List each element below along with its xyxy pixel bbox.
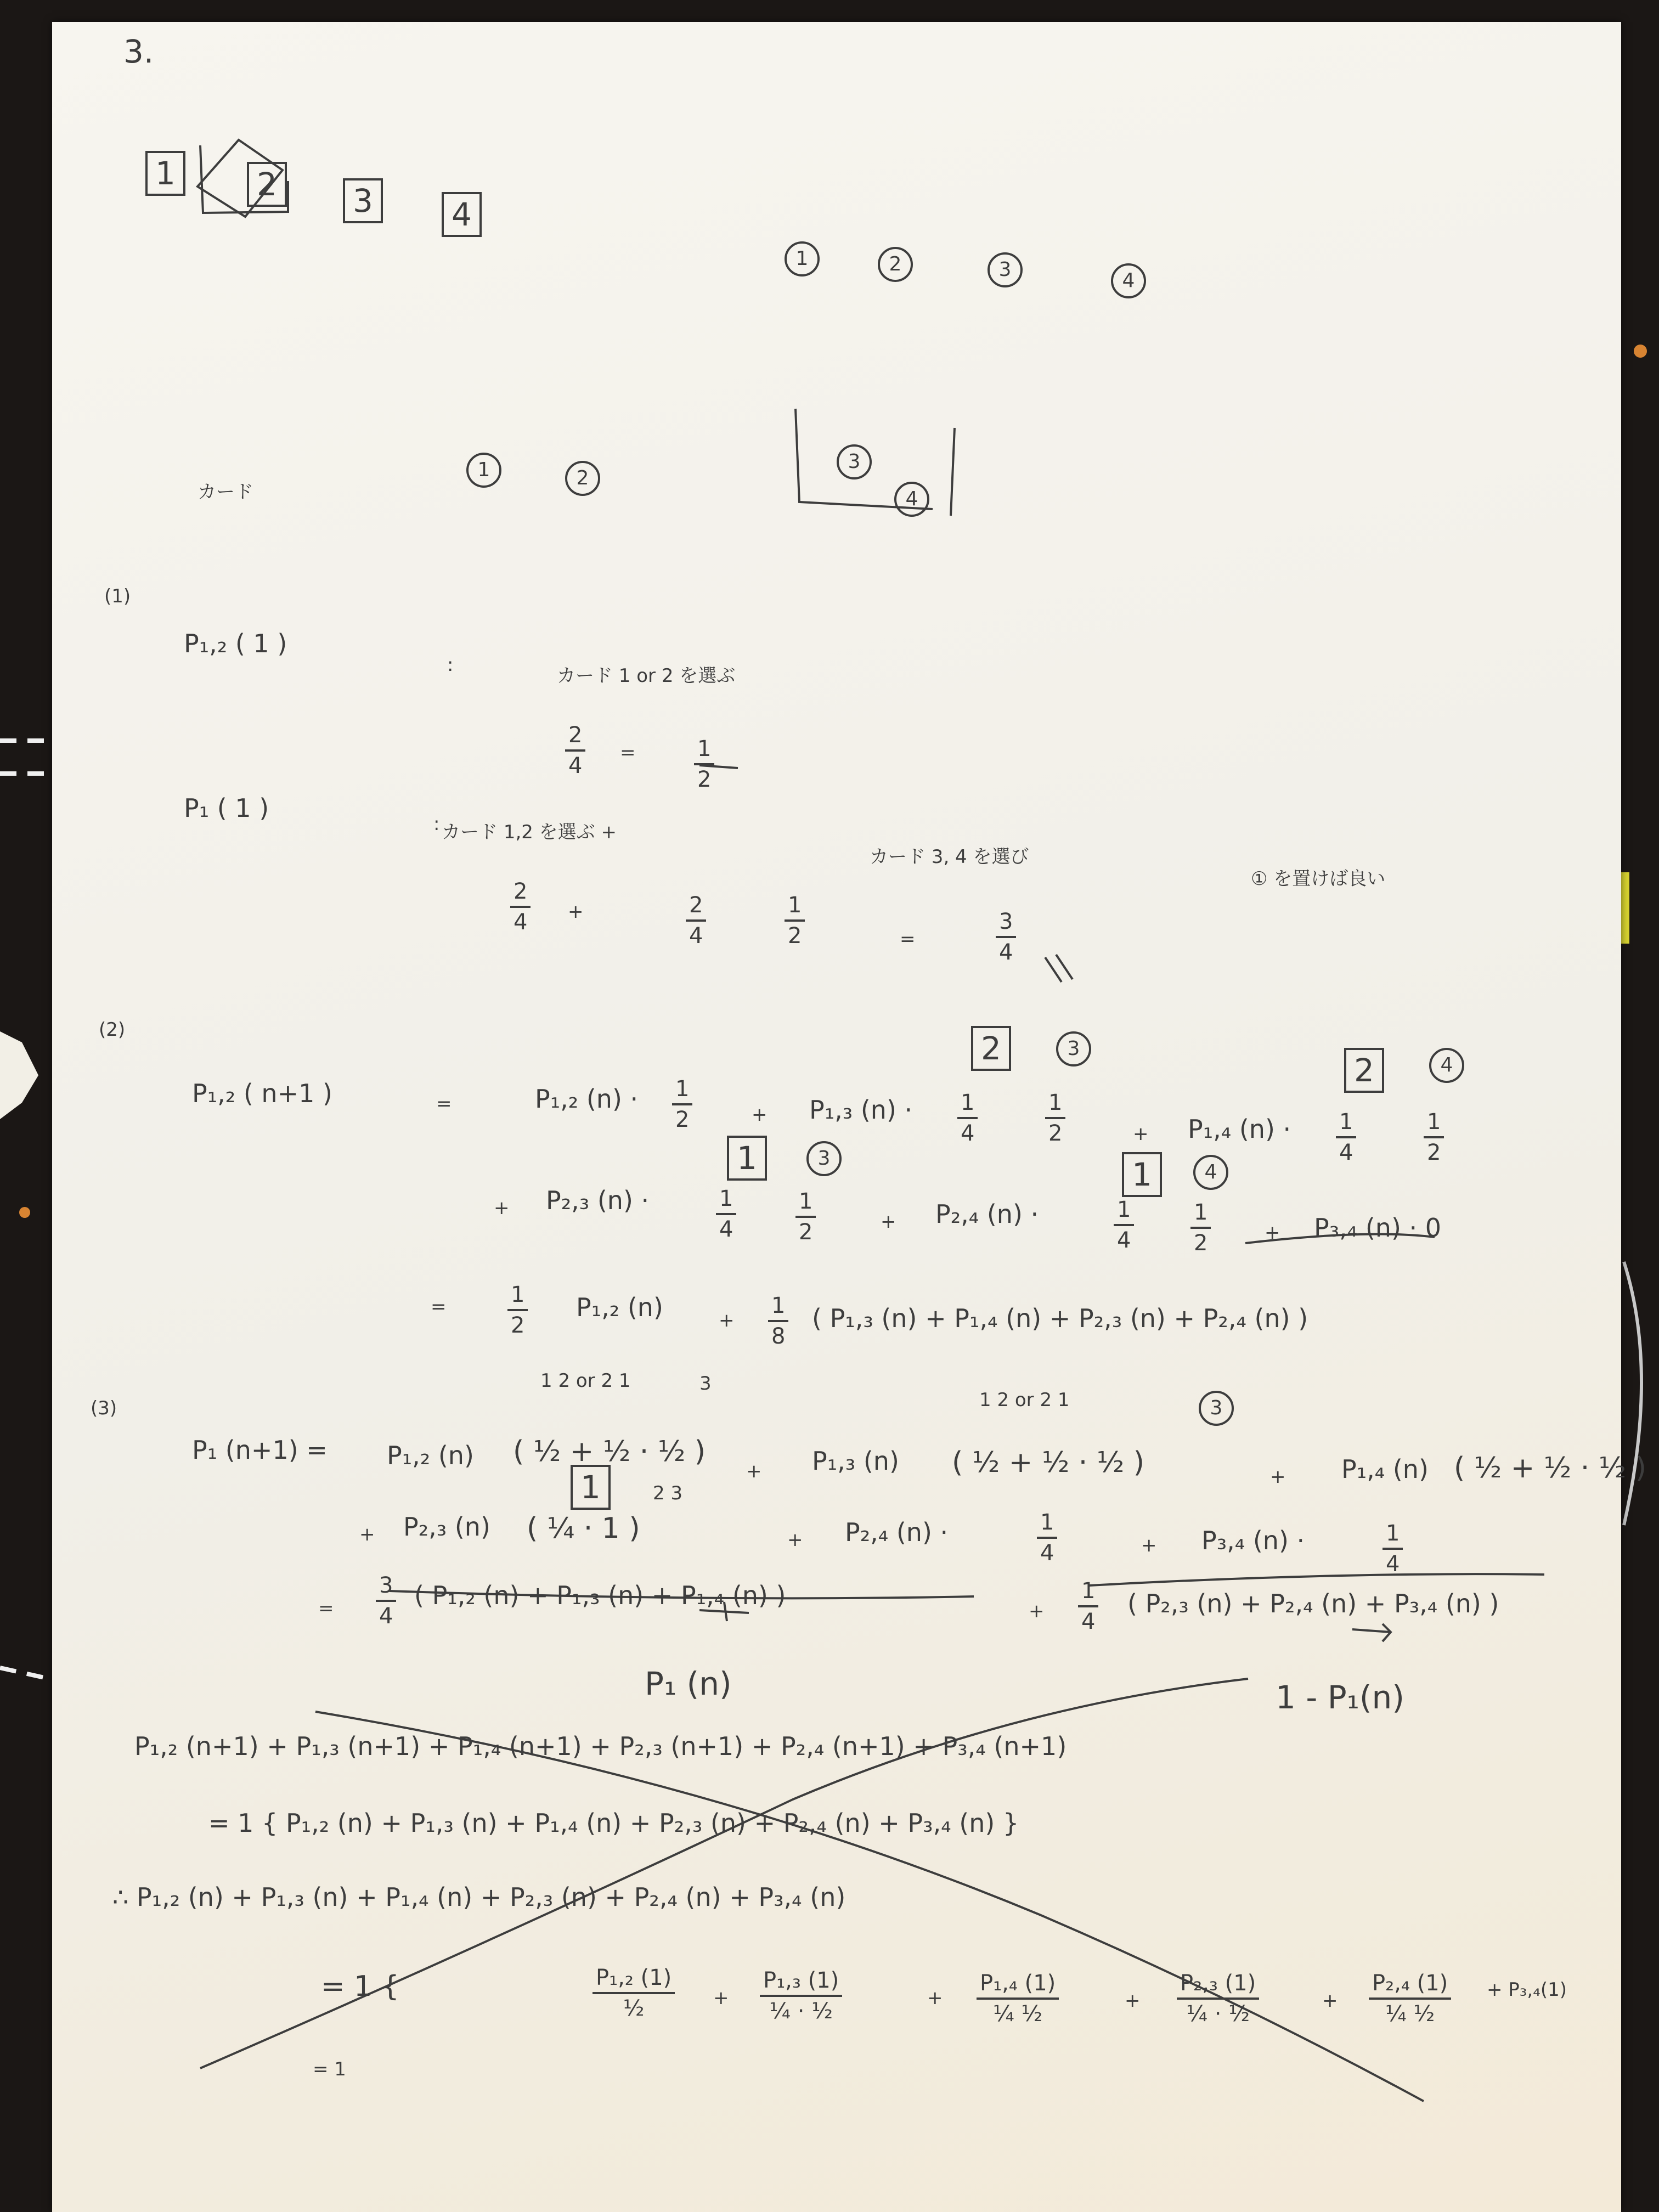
fraction-numerator: P₂,₃ (1) (1177, 1972, 1259, 2000)
card-label: 1 (1122, 1152, 1162, 1197)
box-circle-3: 3 (837, 444, 872, 479)
part2-label: (2) (99, 1019, 126, 1041)
part3-a3: P₁,₄ (n) (1341, 1454, 1429, 1484)
part3-c-group-2: ( P₂,₃ (n) + P₂,₄ (n) + P₃,₄ (n) ) (1127, 1589, 1499, 1618)
part2-plus-6: + (719, 1310, 735, 1331)
part3-underbrace-label-2: 1 - P₁(n) (1276, 1679, 1404, 1716)
card-1 (145, 151, 185, 196)
placement-box-right (951, 428, 955, 516)
fraction-denominator: 4 (719, 1217, 733, 1242)
part3-equals: = (318, 1598, 334, 1620)
part3-plus-4: + (787, 1529, 803, 1551)
card-3 (343, 178, 383, 223)
fraction-numerator: P₁,₂ (1) (592, 1967, 675, 1994)
crossed-fraction-4 (1177, 1972, 1259, 2025)
fraction-numerator: 1 (785, 894, 805, 922)
fraction-denominator: 4 (689, 923, 703, 949)
crossed-fraction-1 (592, 1967, 675, 2019)
part2-annot-square-1b (1122, 1152, 1162, 1197)
part2-result-sum: ( P₁,₃ (n) + P₁,₄ (n) + P₂,₃ (n) + P₂,₄ (n) ) (812, 1304, 1308, 1333)
part1-p12-description: カード 1 or 2 を選ぶ (557, 665, 736, 687)
fraction-denominator: 2 (788, 923, 802, 949)
fraction-numerator: P₁,₄ (1) (977, 1972, 1059, 2000)
fraction-denominator: 2 (1194, 1231, 1208, 1256)
part3-a2-bracket: ( ½ + ½ · ½ ) (952, 1446, 1145, 1479)
part3-lhs: P₁ (n+1) = (192, 1435, 328, 1465)
part2-annot-circle-4: 4 (1429, 1048, 1464, 1083)
fraction-numerator: 1 (1424, 1111, 1444, 1138)
fraction-numerator: 1 (1078, 1580, 1098, 1607)
part2-equals: = (436, 1093, 452, 1115)
fraction-denominator: 2 (1048, 1121, 1063, 1146)
deck-label: カード (198, 481, 253, 503)
fraction-denominator: 2 (675, 1107, 690, 1132)
crossed-line-5: = 1 (313, 2058, 346, 2080)
fraction-numerator: 1 (768, 1295, 788, 1322)
part2-term-4-fraction-1 (716, 1188, 736, 1240)
card-label: 1 (145, 151, 185, 196)
part3-b1-bracket: ( ¼ · 1 ) (527, 1512, 640, 1545)
mid-circle-1: 1 (466, 453, 501, 488)
fraction-denominator: 4 (1386, 1551, 1400, 1577)
part3-annot-d: 3 (1199, 1391, 1234, 1426)
part3-plus-2: + (1270, 1466, 1286, 1488)
part2-term-6: P₃,₄ (n) · 0 (1314, 1213, 1442, 1243)
part2-plus-2: + (1133, 1123, 1149, 1145)
fraction-numerator: 1 (1336, 1111, 1356, 1138)
fraction-numerator: 1 (716, 1188, 736, 1215)
fraction-numerator: 2 (686, 894, 706, 922)
part2-term-5: P₂,₄ (n) · (935, 1199, 1039, 1229)
part1-p1-plus: + (568, 901, 584, 923)
part3-b3-fraction (1383, 1522, 1403, 1575)
part3-plus-5: + (1141, 1534, 1157, 1556)
part2-plus-4: + (881, 1211, 896, 1233)
crossed-plus-2: + (927, 1987, 943, 2009)
mid-circle-2: 2 (565, 461, 600, 496)
part3-plus-3: + (359, 1523, 375, 1545)
part3-a1-bracket: ( ½ + ½ · ½ ) (513, 1435, 706, 1468)
fraction-numerator: 1 (957, 1092, 978, 1119)
underline-group-2 (1089, 1574, 1544, 1585)
part3-annot-a: 1 2 or 2 1 (540, 1370, 631, 1392)
part1-p12-lhs: P₁,₂ ( 1 ) (184, 629, 287, 658)
backdrop-dot (19, 1207, 30, 1218)
part2-annot-square-1 (727, 1136, 767, 1181)
card-label: 4 (442, 192, 482, 237)
fraction-numerator: 1 (1114, 1199, 1134, 1226)
backdrop-dot (1634, 345, 1647, 358)
fraction-numerator: 2 (510, 881, 531, 908)
part1-p1-result (996, 911, 1016, 963)
fraction-numerator: P₂,₄ (1) (1369, 1972, 1451, 2000)
crossed-line-3: ∴ P₁,₂ (n) + P₁,₃ (n) + P₁,₄ (n) + P₂,₃ (n) + P₂,₄ (n) + P₃,₄ (n) (112, 1882, 846, 1912)
fraction-numerator: 1 (1190, 1201, 1211, 1229)
fraction-denominator: 4 (1081, 1609, 1096, 1634)
part1-p12-fraction (565, 724, 585, 777)
part2-term-5-fraction-1 (1114, 1199, 1134, 1251)
part2-term-3-fraction-2 (1424, 1111, 1444, 1164)
part2-term-4-fraction-2 (795, 1190, 816, 1243)
part1-p1-description-c: ① を置けば良い (1251, 868, 1386, 890)
part3-c-group-1: ( P₁,₂ (n) + P₁,₃ (n) + P₁,₄ (n) ) (414, 1581, 786, 1610)
part3-plus-6: + (1029, 1600, 1045, 1622)
slot-circle-3: 3 (988, 252, 1023, 287)
part3-c-fraction-1 (376, 1575, 396, 1627)
part2-term-4: P₂,₃ (n) · (546, 1186, 650, 1215)
part2-result-p12: P₁,₂ (n) (576, 1293, 663, 1322)
fraction-denominator: 4 (961, 1121, 975, 1146)
part1-p1-fraction-3 (785, 894, 805, 947)
fraction-denominator: ¼ · ½ (769, 1999, 833, 2024)
crossed-line-4-prefix: = 1 { (321, 1970, 399, 2003)
part2-term-1: P₁,₂ (n) · (535, 1084, 639, 1114)
part2-equals-2: = (431, 1296, 447, 1318)
crossed-fraction-5 (1369, 1972, 1451, 2025)
part1-p1-equals: = (900, 928, 916, 950)
fraction-denominator: 4 (999, 940, 1013, 965)
fraction-denominator: 8 (771, 1324, 786, 1349)
card-label: 1 (727, 1136, 767, 1181)
fraction-numerator: 1 (795, 1190, 816, 1218)
card-label: 1 (571, 1465, 611, 1510)
slot-circle-2: 2 (878, 247, 913, 282)
fraction-numerator: 2 (565, 724, 585, 752)
part3-b1: P₂,₃ (n) (403, 1512, 490, 1542)
fraction-denominator: ½ (623, 1996, 645, 2021)
part2-term-2-fraction-2 (1045, 1092, 1065, 1144)
crossed-plus-3: + (1125, 1990, 1141, 2012)
part3-a1: P₁,₂ (n) (387, 1441, 474, 1470)
crossed-fraction-2 (760, 1970, 842, 2022)
part2-annot-square-2b (1344, 1048, 1384, 1093)
part2-annot-square-2 (971, 1026, 1011, 1071)
fraction-denominator: ¼ ½ (993, 2001, 1043, 2027)
card-4 (442, 192, 482, 237)
fraction-denominator: 4 (1040, 1541, 1054, 1566)
fraction-denominator: ¼ ½ (1385, 2001, 1435, 2027)
part3-underbrace-label-1: P₁ (n) (645, 1665, 732, 1702)
crossed-plus-4: + (1322, 1990, 1338, 2012)
arrow-mark (1352, 1624, 1391, 1641)
fraction-denominator: 4 (514, 910, 528, 935)
part1-p1-description-b: カード 3, 4 を選び (870, 846, 1029, 868)
part1-label: (1) (104, 585, 131, 607)
fraction-denominator: ¼ · ½ (1186, 2001, 1250, 2027)
part2-annot-circle-3: 3 (1056, 1031, 1091, 1066)
part3-b2: P₂,₄ (n) · (845, 1517, 949, 1547)
card-label: 2 (247, 162, 287, 207)
crossed-fraction-3 (977, 1972, 1059, 2025)
fraction-denominator: 4 (568, 753, 583, 778)
part1-p1-fraction-2 (686, 894, 706, 947)
fraction-denominator: 4 (1339, 1140, 1353, 1165)
card-label: 2 (1344, 1048, 1384, 1093)
fraction-denominator: 2 (511, 1313, 525, 1338)
part2-annot-circle-3b: 3 (806, 1141, 842, 1176)
crossed-plus-1: + (713, 1987, 729, 2009)
problem-number: 3. (123, 33, 154, 70)
fraction-numerator: 1 (694, 738, 714, 765)
part3-annot-b: 3 (699, 1373, 712, 1395)
part2-annot-circle-4b: 4 (1193, 1155, 1228, 1190)
part1-p1-description-a: カード 1,2 を選ぶ + (442, 821, 617, 843)
part1-colon-2: : (433, 813, 440, 835)
crossed-line-2: = 1 { P₁,₂ (n) + P₁,₃ (n) + P₁,₄ (n) + P₂,₃ (n) + P₂,₄ (n) + P₃,₄ (n) } (208, 1808, 1019, 1838)
fraction-numerator: 1 (1037, 1511, 1057, 1539)
part2-lhs: P₁,₂ ( n+1 ) (192, 1079, 332, 1108)
fraction-denominator: 4 (379, 1604, 393, 1629)
part3-b2-fraction (1037, 1511, 1057, 1564)
part2-term-2-fraction-1 (957, 1092, 978, 1144)
fraction-numerator: 3 (996, 911, 1016, 938)
fraction-denominator: 4 (1117, 1228, 1131, 1253)
part3-plus-1: + (746, 1460, 762, 1482)
part2-result-fraction-1 (507, 1284, 528, 1336)
card-label: 3 (343, 178, 383, 223)
fraction-numerator: 3 (376, 1575, 396, 1602)
part1-colon: : (447, 654, 454, 676)
part2-plus: + (752, 1104, 768, 1126)
part2-term-2: P₁,₃ (n) · (809, 1095, 913, 1125)
part1-p12-result (694, 738, 714, 791)
slot-circle-1: 1 (785, 241, 820, 276)
fraction-numerator: 1 (1383, 1522, 1403, 1550)
part3-c-fraction-2 (1078, 1580, 1098, 1633)
part1-p1-fraction-1 (510, 881, 531, 933)
part3-annot-e (571, 1465, 611, 1510)
crossed-line-1: P₁,₂ (n+1) + P₁,₃ (n+1) + P₁,₄ (n+1) + P₂,₃ (n+1) + P₂,₄ (n+1) + P₃,₄ (n+1) (134, 1731, 1067, 1761)
crossed-last-term: + P₃,₄(1) (1487, 1979, 1567, 2001)
fraction-denominator: 2 (697, 767, 712, 792)
paper-sheet (52, 22, 1647, 2212)
slot-circle-4: 4 (1111, 263, 1146, 298)
part2-plus-3: + (494, 1197, 510, 1219)
part3-b3: P₃,₄ (n) · (1201, 1526, 1305, 1555)
card-2 (247, 162, 287, 207)
fraction-denominator: 2 (1427, 1140, 1441, 1165)
part3-a2: P₁,₃ (n) (812, 1446, 899, 1476)
fraction-denominator: 2 (799, 1220, 813, 1245)
fraction-numerator: 1 (672, 1078, 692, 1105)
part2-term-1-fraction (672, 1078, 692, 1131)
part3-annot-c: 1 2 or 2 1 (979, 1389, 1070, 1411)
part2-result-fraction-2 (768, 1295, 788, 1347)
part3-a3-bracket: ( ½ + ½ · ½ ) (1454, 1452, 1647, 1485)
fraction-numerator: P₁,₃ (1) (760, 1970, 842, 1997)
fraction-numerator: 1 (1045, 1092, 1065, 1119)
fraction-numerator: 1 (507, 1284, 528, 1311)
card-label: 2 (971, 1026, 1011, 1071)
part2-term-3-fraction-1 (1336, 1111, 1356, 1164)
part2-term-3: P₁,₄ (n) · (1188, 1114, 1291, 1144)
part2-plus-5: + (1265, 1222, 1280, 1244)
part3-label: (3) (91, 1397, 117, 1419)
part3-annot-f: 2 3 (653, 1482, 683, 1504)
part1-p12-equals: = (620, 742, 636, 764)
box-circle-4: 4 (894, 482, 929, 517)
part2-term-5-fraction-2 (1190, 1201, 1211, 1254)
part1-p1-lhs: P₁ ( 1 ) (184, 793, 269, 823)
